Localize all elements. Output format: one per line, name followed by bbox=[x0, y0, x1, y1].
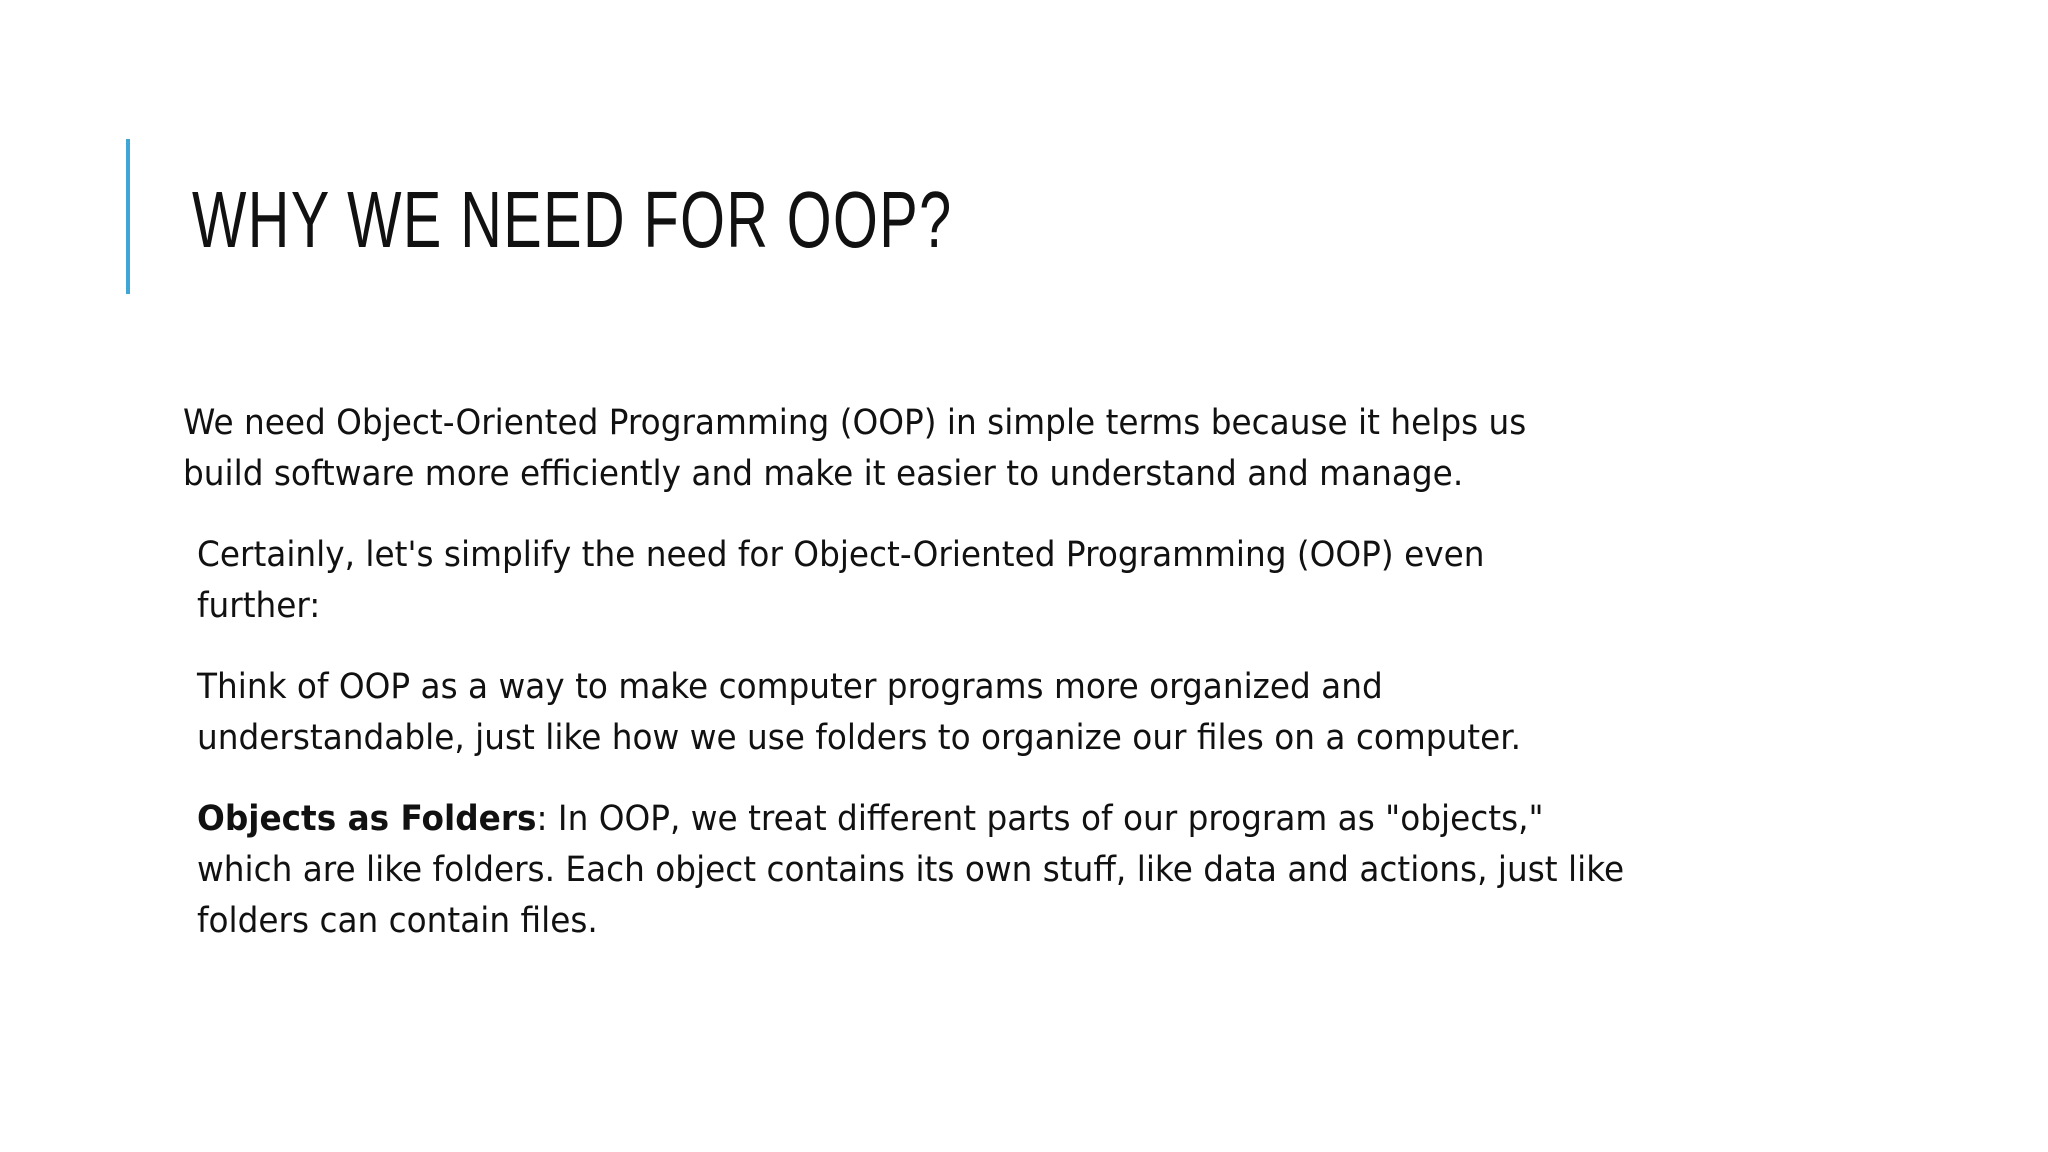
paragraph-simplify bbox=[197, 530, 1484, 632]
paragraph-line: which are like folders. Each object contains its own stuff, like data and actions, just like bbox=[197, 850, 1625, 890]
paragraph-line: further: bbox=[197, 586, 321, 626]
paragraph-line: We need Object-Oriented Programming (OOP) in simple terms because it helps us bbox=[183, 403, 1527, 443]
paragraph-line: build software more efficiently and make it easier to understand and manage. bbox=[183, 454, 1464, 494]
title-accent-bar bbox=[126, 139, 130, 294]
paragraph-line: Certainly, let's simplify the need for Object-Oriented Programming (OOP) even bbox=[197, 535, 1485, 575]
bold-lead-term: Objects as Folders bbox=[197, 799, 537, 839]
paragraph-line bbox=[197, 794, 1624, 845]
paragraph-objects-as-folders bbox=[197, 794, 1624, 947]
paragraph-line: understandable, just like how we use folders to organize our files on a computer. bbox=[197, 718, 1522, 758]
paragraph-folders-analogy bbox=[197, 662, 1521, 764]
paragraph-oop-definition bbox=[183, 398, 1526, 500]
paragraph-line-rest: : In OOP, we treat different parts of our program as "objects," bbox=[536, 799, 1544, 839]
paragraph-line: folders can contain files. bbox=[197, 901, 598, 941]
paragraph-line: Think of OOP as a way to make computer programs more organized and bbox=[197, 667, 1383, 707]
slide-title: WHY WE NEED FOR OOP? bbox=[192, 175, 953, 264]
